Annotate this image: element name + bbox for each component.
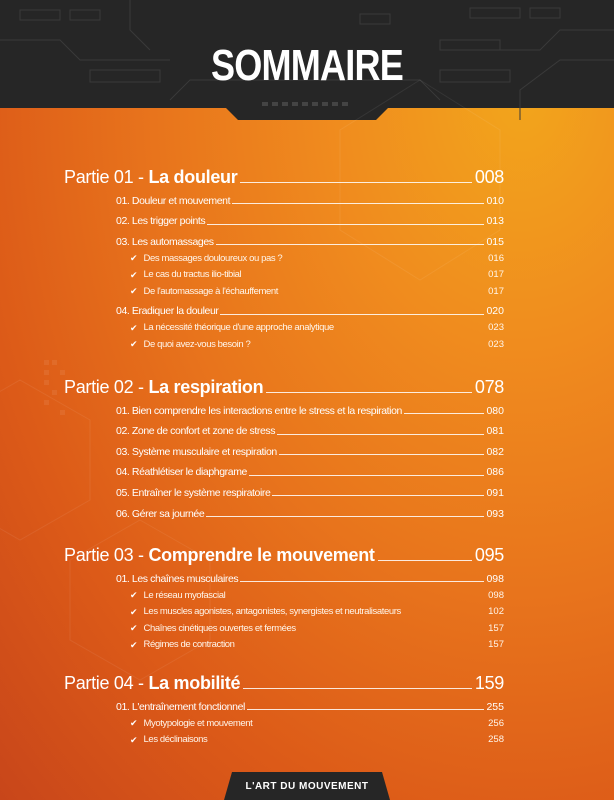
leader-line [266, 392, 472, 393]
leader-line [240, 182, 471, 183]
section-page-number: 091 [486, 486, 504, 499]
checkmark-icon: ✔ [130, 339, 138, 350]
part-number: Partie 04 - [64, 673, 149, 693]
toc-section-row[interactable] [116, 192, 504, 206]
section-title: 03. Les automassages [116, 235, 214, 248]
section-page-number: 020 [486, 305, 504, 318]
part-name: Comprendre le mouvement [148, 545, 375, 565]
toc-subsection-row[interactable] [130, 732, 504, 745]
subsection-title: Chaînes cinétiques ouvertes et fermées [143, 622, 296, 634]
toc-section-row[interactable] [116, 505, 504, 519]
toc-section-row[interactable] [116, 233, 504, 247]
subsection-title: Myotypologie et mouvement [143, 717, 253, 729]
checkmark-icon: ✔ [130, 590, 138, 600]
section-page-number: 255 [486, 700, 504, 713]
part-page-number: 095 [474, 545, 504, 565]
subsection-page-number: 102 [488, 606, 504, 617]
subsection-title: Le cas du tractus ilio-tibial [143, 269, 242, 281]
leader-line [240, 581, 484, 582]
section-title: 05. Entraîner le système respiratoire [116, 486, 271, 499]
toc-subsection-row[interactable] [130, 283, 504, 296]
toc-subsection-row[interactable] [130, 604, 504, 617]
leader-line [279, 454, 485, 455]
checkmark-icon: ✔ [130, 253, 138, 264]
section-title: 04. Eradiquer la douleur [116, 305, 219, 318]
leader-line [232, 203, 484, 204]
toc-part-row[interactable] [64, 162, 504, 186]
subsection-title: Des massages douloureux ou pas ? [143, 252, 283, 264]
leader-line [207, 224, 484, 225]
subsection-title: Le réseau myofascial [143, 589, 226, 601]
checkmark-icon: ✔ [130, 734, 138, 745]
subsection-page-number: 256 [488, 717, 504, 729]
section-title: 06. Gérer sa journée [116, 507, 205, 520]
toc-section-row[interactable] [116, 443, 504, 457]
toc-subsection-row[interactable] [130, 250, 504, 263]
footer-label: L'ART DU MOUVEMENT [245, 781, 369, 792]
toc-subsection-row[interactable] [130, 267, 504, 280]
subsection-page-number: 023 [488, 338, 504, 350]
part-name: La mobilité [148, 673, 241, 693]
subsection-page-number: 017 [488, 269, 504, 281]
leader-line [277, 434, 484, 435]
toc-section-row[interactable] [116, 402, 504, 416]
part-number: Partie 03 - [64, 545, 149, 565]
leader-line [243, 688, 472, 689]
toc-section-row[interactable] [116, 303, 504, 317]
part-number: Partie 02 - [64, 377, 149, 397]
subsection-title: Les déclinaisons [143, 734, 208, 745]
toc-section-row[interactable] [116, 570, 504, 584]
subsection-title: De quoi avez-vous besoin ? [143, 338, 251, 350]
part-page-number: 078 [474, 377, 504, 397]
part-label [64, 378, 263, 396]
subsection-title: Régimes de contraction [143, 639, 235, 650]
part-label [64, 674, 240, 692]
section-title: 01. Les chaînes musculaires [116, 572, 239, 585]
checkmark-icon: ✔ [130, 606, 138, 617]
toc-section-row[interactable] [116, 213, 504, 227]
section-title: 01. Douleur et mouvement [116, 194, 231, 207]
section-page-number: 086 [486, 466, 504, 479]
section-page-number: 013 [486, 215, 504, 228]
leader-line [247, 709, 485, 710]
part-page-number: 159 [474, 673, 504, 693]
subsection-title: De l'automassage à l'échauffement [143, 285, 278, 297]
section-page-number: 081 [486, 425, 504, 438]
subsection-page-number: 016 [488, 252, 504, 264]
page-title: SOMMAIRE [211, 41, 403, 90]
checkmark-icon: ✔ [130, 269, 138, 280]
checkmark-icon: ✔ [130, 286, 138, 297]
subsection-page-number: 258 [488, 734, 504, 745]
section-page-number: 098 [486, 572, 504, 585]
subsection-page-number: 023 [488, 322, 504, 334]
toc-part-row[interactable] [64, 540, 504, 564]
section-title: 01. L'entraînement fonctionnel [116, 700, 245, 713]
part-name: La douleur [148, 167, 238, 187]
toc-section-row[interactable] [116, 423, 504, 437]
toc-section-row[interactable] [116, 464, 504, 478]
leader-line [404, 413, 484, 414]
leader-line [216, 244, 485, 245]
section-page-number: 080 [486, 404, 504, 417]
part-page-number: 008 [474, 167, 504, 187]
section-page-number: 093 [486, 507, 504, 520]
section-page-number: 082 [486, 445, 504, 458]
part-label [64, 168, 237, 186]
section-page-number: 015 [486, 235, 504, 248]
toc-subsection-row[interactable] [130, 320, 504, 333]
toc-subsection-row[interactable] [130, 587, 504, 600]
subsection-page-number: 157 [488, 622, 504, 634]
checkmark-icon: ✔ [130, 623, 138, 633]
toc-section-row[interactable] [116, 698, 504, 712]
part-name: La respiration [148, 377, 264, 397]
section-title: 03. Système musculaire et respiration [116, 445, 277, 458]
checkmark-icon: ✔ [130, 639, 138, 650]
subsection-title: La nécessité théorique d'une approche analytique [143, 322, 334, 334]
leader-line [378, 560, 472, 561]
toc-subsection-row[interactable] [130, 715, 504, 728]
subsection-page-number: 157 [488, 639, 504, 650]
toc-subsection-row[interactable] [130, 620, 504, 633]
leader-line [249, 475, 484, 476]
toc-part-row[interactable] [64, 372, 504, 396]
leader-line [206, 516, 484, 517]
checkmark-icon: ✔ [130, 718, 138, 728]
subsection-page-number: 017 [488, 285, 504, 297]
leader-line [220, 314, 484, 315]
section-page-number: 010 [486, 194, 504, 207]
toc-subsection-row[interactable] [130, 336, 504, 349]
subsection-title: Les muscles agonistes, antagonistes, synergistes et neutralisateurs [143, 606, 401, 617]
subsection-page-number: 098 [488, 589, 504, 601]
part-label [64, 546, 375, 564]
toc-subsection-row[interactable] [130, 637, 504, 650]
toc-section-row[interactable] [116, 484, 504, 498]
section-title: 02. Les trigger points [116, 215, 206, 228]
leader-line [272, 495, 484, 496]
checkmark-icon: ✔ [130, 322, 138, 333]
section-title: 02. Zone de confort et zone de stress [116, 425, 276, 438]
part-number: Partie 01 - [64, 167, 149, 187]
section-title: 01. Bien comprendre les interactions entre le stress et la respiration [116, 404, 402, 417]
section-title: 04. Réathlétiser le diaphgrame [116, 466, 248, 479]
toc-part-row[interactable] [64, 668, 504, 692]
